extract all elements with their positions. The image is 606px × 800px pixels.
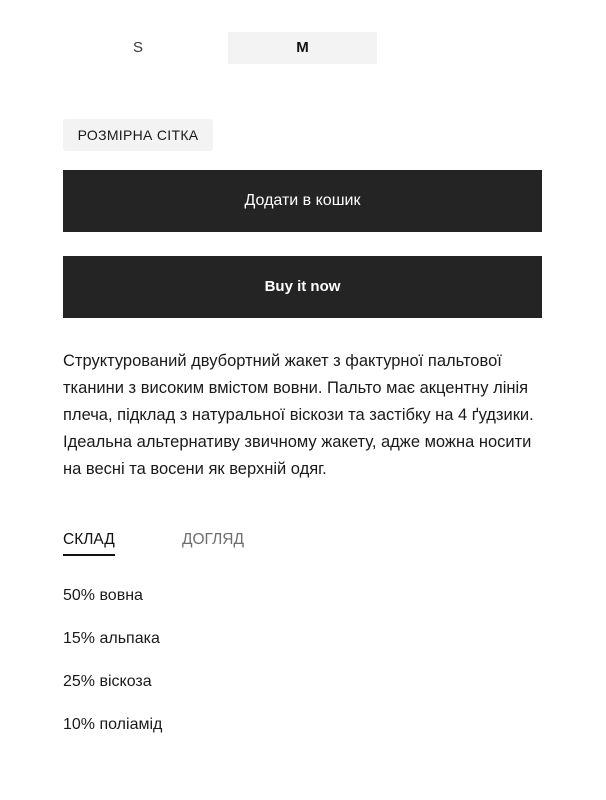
size-option-m[interactable]: M xyxy=(228,32,377,64)
list-item: 10% поліамід xyxy=(63,716,163,733)
add-to-cart-button[interactable]: Додати в кошик xyxy=(63,170,542,232)
composition-list xyxy=(63,584,162,756)
list-item: 25% віскоза xyxy=(63,673,152,690)
buy-now-button[interactable]: Buy it now xyxy=(63,256,542,318)
size-option-s[interactable]: S xyxy=(132,39,143,56)
product-description: Структурований двубортний жакет з фактурної пальтової тканини з високим вмістом вовни. Пальто має акцентну лінія плеча, підклад з натуральної віскози та застібку на 4 ґудзики. Ідеальна альтернативу звичному жакету, адже можна носити на весні та восени як верхній одяг. xyxy=(63,352,534,478)
tab-composition[interactable]: СКЛАД xyxy=(63,528,115,556)
info-tabs xyxy=(63,528,543,556)
size-chart-button[interactable]: РОЗМІРНА СІТКА xyxy=(63,119,213,151)
list-item: 15% альпака xyxy=(63,630,160,647)
list-item: 50% вовна xyxy=(63,587,143,604)
size-selector xyxy=(63,32,543,64)
tab-care[interactable]: ДОГЛЯД xyxy=(182,531,244,548)
